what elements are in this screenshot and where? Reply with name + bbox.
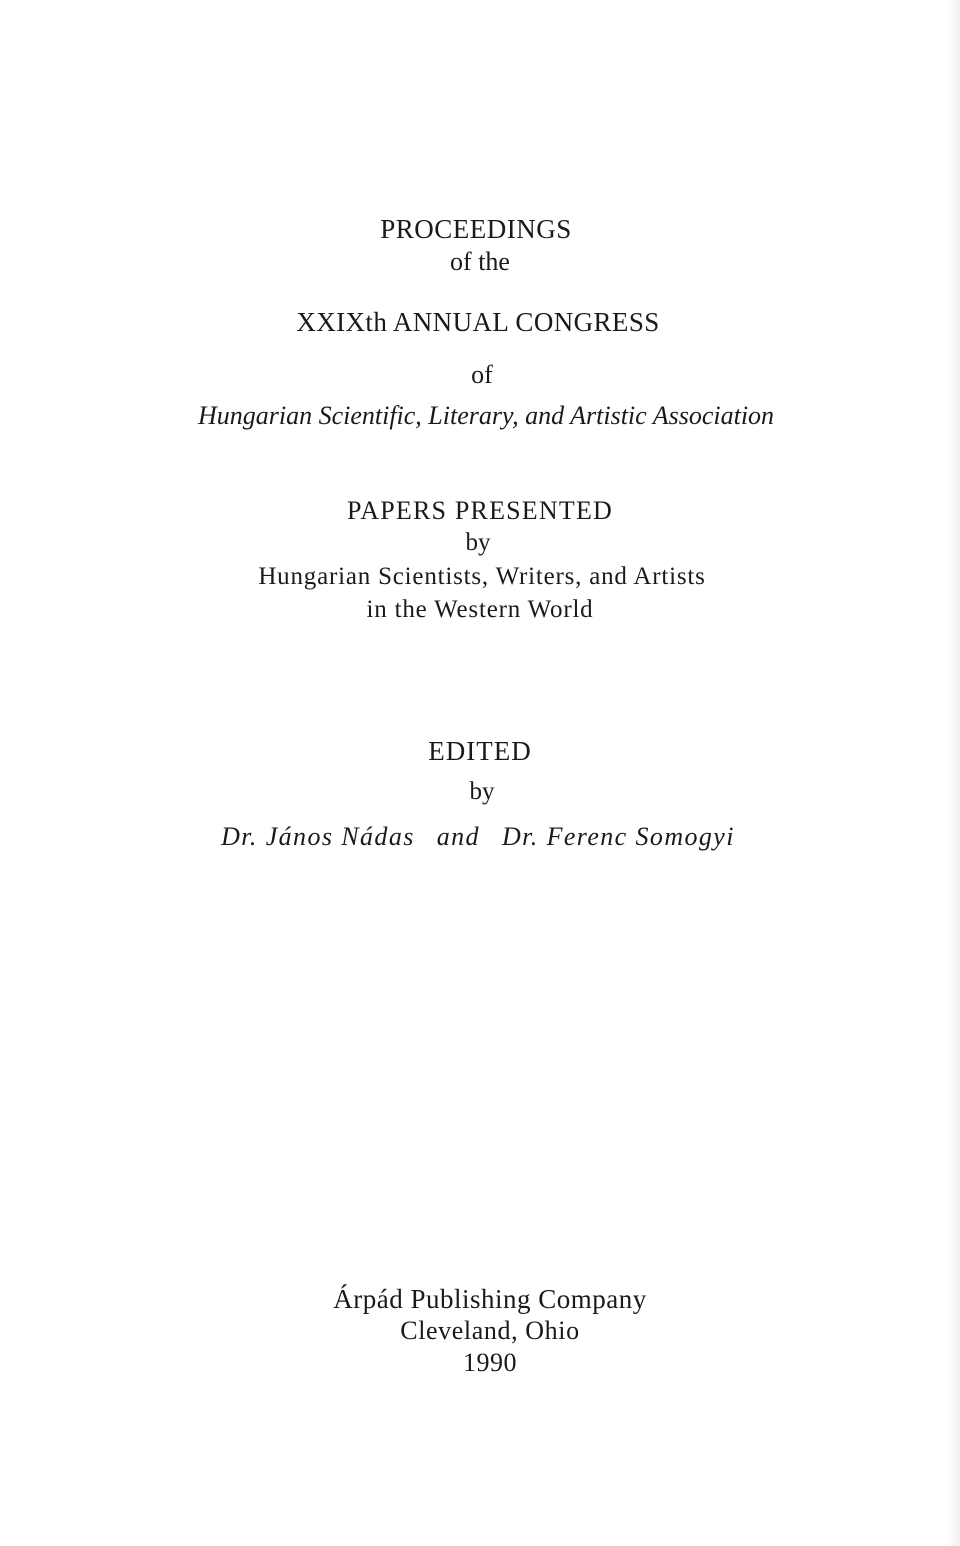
page-edge-shadow <box>946 0 960 1546</box>
publisher-city: Cleveland, Ohio <box>400 1316 580 1345</box>
edited-heading: EDITED <box>428 736 532 766</box>
publisher-name: Árpád Publishing Company <box>333 1284 647 1314</box>
of-the-text: of the <box>450 247 510 276</box>
publication-year: 1990 <box>463 1348 517 1377</box>
authors-line-2: in the Western World <box>366 596 594 623</box>
congress-title: XXIXth ANNUAL CONGRESS <box>296 307 660 337</box>
proceedings-heading: PROCEEDINGS <box>380 214 572 244</box>
papers-presented-heading: PAPERS PRESENTED <box>346 496 614 525</box>
editor-conjunction: and <box>436 822 480 851</box>
editor-1: Dr. János Nádas <box>221 822 415 851</box>
association-name: Hungarian Scientific, Literary, and Artistic Association <box>197 401 775 430</box>
editors-by-text: by <box>469 778 495 805</box>
of-text: of <box>471 360 493 389</box>
authors-line-1: Hungarian Scientists, Writers, and Artists <box>258 563 706 590</box>
editors-line <box>0 824 958 850</box>
editor-2: Dr. Ferenc Somogyi <box>501 822 735 851</box>
by-text: by <box>465 529 491 556</box>
